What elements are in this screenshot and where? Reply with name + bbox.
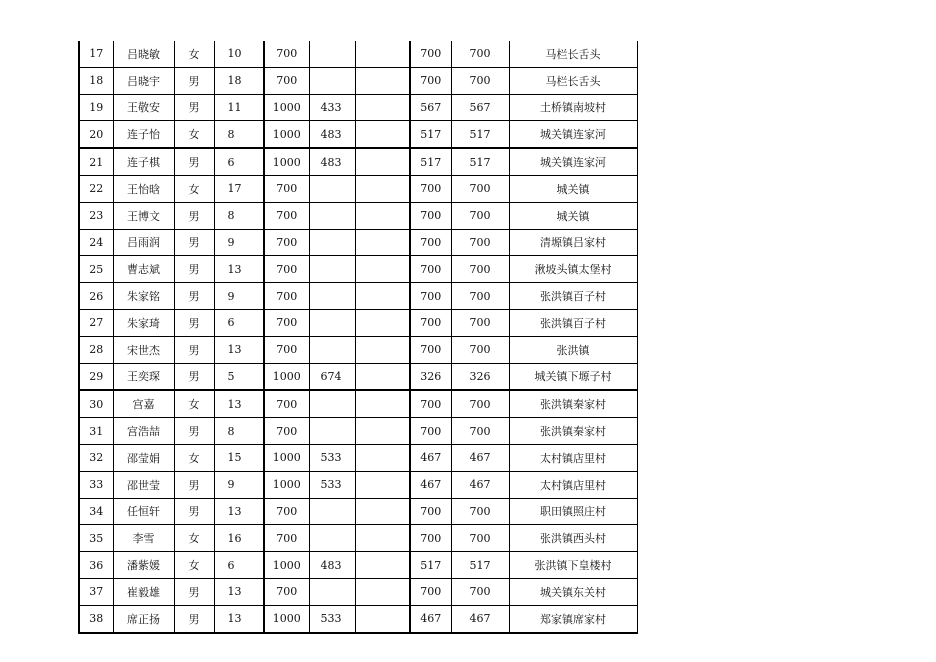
cell-gender[interactable]: 男: [174, 605, 214, 632]
cell-name[interactable]: 李雪: [113, 525, 174, 552]
cell-reduction[interactable]: [309, 283, 355, 310]
cell-number[interactable]: 18: [79, 67, 113, 94]
cell-gender[interactable]: 男: [174, 202, 214, 229]
cell-gender[interactable]: 男: [174, 309, 214, 336]
cell-reduction[interactable]: 533: [309, 605, 355, 632]
cell-gender[interactable]: 男: [174, 471, 214, 498]
cell-address[interactable]: 张洪镇秦家村: [509, 390, 637, 417]
cell-address[interactable]: 张洪镇下皇楼村: [509, 552, 637, 579]
cell-number[interactable]: 29: [79, 363, 113, 390]
cell-number[interactable]: 33: [79, 471, 113, 498]
cell-actual-fee[interactable]: 326: [410, 363, 451, 390]
cell-number[interactable]: 21: [79, 148, 113, 175]
cell-standard-fee[interactable]: 1000: [264, 444, 309, 471]
cell-blank[interactable]: [355, 363, 410, 390]
cell-address[interactable]: 张洪镇秦家村: [509, 418, 637, 445]
cell-paid-fee[interactable]: 700: [451, 283, 509, 310]
cell-age[interactable]: 13: [214, 390, 264, 417]
cell-age[interactable]: 13: [214, 578, 264, 605]
cell-paid-fee[interactable]: 700: [451, 336, 509, 363]
cell-reduction[interactable]: 674: [309, 363, 355, 390]
table-row: [79, 67, 637, 94]
cell-reduction[interactable]: [309, 67, 355, 94]
cell-age[interactable]: 13: [214, 256, 264, 283]
cell-actual-fee[interactable]: 467: [410, 444, 451, 471]
cell-age[interactable]: 6: [214, 309, 264, 336]
cell-number[interactable]: 24: [79, 229, 113, 256]
cell-gender[interactable]: 女: [174, 525, 214, 552]
cell-actual-fee[interactable]: 700: [410, 525, 451, 552]
cell-reduction[interactable]: [309, 525, 355, 552]
cell-standard-fee[interactable]: 1000: [264, 605, 309, 632]
cell-blank[interactable]: [355, 525, 410, 552]
table-row: [79, 471, 637, 498]
cell-standard-fee[interactable]: 700: [264, 578, 309, 605]
cell-paid-fee[interactable]: 700: [451, 67, 509, 94]
cell-reduction[interactable]: [309, 578, 355, 605]
table-row: [79, 309, 637, 336]
cell-gender[interactable]: 男: [174, 498, 214, 525]
cell-address[interactable]: 土桥镇南坡村: [509, 94, 637, 121]
table-row: [79, 336, 637, 363]
cell-name[interactable]: 王博文: [113, 202, 174, 229]
table-row: [79, 41, 637, 67]
cell-actual-fee[interactable]: 700: [410, 390, 451, 417]
table-row: [79, 256, 637, 283]
cell-name[interactable]: 吕晓敏: [113, 41, 174, 67]
cell-age[interactable]: 16: [214, 525, 264, 552]
cell-name[interactable]: 邵莹娟: [113, 444, 174, 471]
cell-standard-fee[interactable]: 1000: [264, 363, 309, 390]
cell-standard-fee[interactable]: 700: [264, 202, 309, 229]
cell-standard-fee[interactable]: 700: [264, 41, 309, 67]
cell-number[interactable]: 30: [79, 390, 113, 417]
cell-paid-fee[interactable]: 467: [451, 444, 509, 471]
cell-address[interactable]: 马栏长舌头: [509, 41, 637, 67]
cell-age[interactable]: 15: [214, 444, 264, 471]
cell-standard-fee[interactable]: 1000: [264, 552, 309, 579]
cell-age[interactable]: 8: [214, 418, 264, 445]
cell-gender[interactable]: 女: [174, 444, 214, 471]
cell-blank[interactable]: [355, 552, 410, 579]
cell-gender[interactable]: 男: [174, 94, 214, 121]
cell-standard-fee[interactable]: 700: [264, 67, 309, 94]
cell-actual-fee[interactable]: 700: [410, 202, 451, 229]
cell-address[interactable]: 城关镇连家河: [509, 121, 637, 148]
cell-reduction[interactable]: [309, 309, 355, 336]
cell-address[interactable]: 职田镇照庄村: [509, 498, 637, 525]
cell-paid-fee[interactable]: 700: [451, 309, 509, 336]
cell-paid-fee[interactable]: 700: [451, 418, 509, 445]
cell-number[interactable]: 34: [79, 498, 113, 525]
cell-paid-fee[interactable]: 467: [451, 605, 509, 632]
cell-actual-fee[interactable]: 700: [410, 418, 451, 445]
cell-blank[interactable]: [355, 418, 410, 445]
cell-blank[interactable]: [355, 390, 410, 417]
cell-paid-fee[interactable]: 700: [451, 175, 509, 202]
cell-address[interactable]: 郑家镇席家村: [509, 605, 637, 632]
cell-address[interactable]: 湫坡头镇太堡村: [509, 256, 637, 283]
cell-name[interactable]: 邵世莹: [113, 471, 174, 498]
cell-standard-fee[interactable]: 700: [264, 390, 309, 417]
cell-address[interactable]: 张洪镇: [509, 336, 637, 363]
cell-number[interactable]: 28: [79, 336, 113, 363]
cell-address[interactable]: 张洪镇百子村: [509, 283, 637, 310]
cell-name[interactable]: 吕雨润: [113, 229, 174, 256]
table-row: [79, 444, 637, 471]
cell-reduction[interactable]: [309, 41, 355, 67]
cell-standard-fee[interactable]: 700: [264, 525, 309, 552]
cell-standard-fee[interactable]: 1000: [264, 148, 309, 175]
cell-blank[interactable]: [355, 498, 410, 525]
cell-reduction[interactable]: [309, 390, 355, 417]
cell-paid-fee[interactable]: 700: [451, 525, 509, 552]
cell-name[interactable]: 连子棋: [113, 148, 174, 175]
cell-reduction[interactable]: [309, 175, 355, 202]
cell-gender[interactable]: 男: [174, 336, 214, 363]
cell-name[interactable]: 王奕琛: [113, 363, 174, 390]
cell-gender[interactable]: 男: [174, 148, 214, 175]
cell-reduction[interactable]: 433: [309, 94, 355, 121]
cell-actual-fee[interactable]: 517: [410, 121, 451, 148]
cell-name[interactable]: 席正扬: [113, 605, 174, 632]
cell-standard-fee[interactable]: 700: [264, 498, 309, 525]
cell-age[interactable]: 11: [214, 94, 264, 121]
cell-paid-fee[interactable]: 517: [451, 148, 509, 175]
cell-actual-fee[interactable]: 467: [410, 471, 451, 498]
cell-gender[interactable]: 女: [174, 41, 214, 67]
cell-age[interactable]: 13: [214, 605, 264, 632]
cell-actual-fee[interactable]: 567: [410, 94, 451, 121]
table-row: [79, 390, 637, 417]
cell-name[interactable]: 任恒轩: [113, 498, 174, 525]
cell-reduction[interactable]: [309, 202, 355, 229]
cell-name[interactable]: 朱家琦: [113, 309, 174, 336]
cell-standard-fee[interactable]: 700: [264, 418, 309, 445]
cell-address[interactable]: 太村镇店里村: [509, 471, 637, 498]
cell-address[interactable]: 太村镇店里村: [509, 444, 637, 471]
cell-name[interactable]: 连子怡: [113, 121, 174, 148]
cell-name[interactable]: 朱家铭: [113, 283, 174, 310]
cell-paid-fee[interactable]: 517: [451, 552, 509, 579]
student-fee-table: [78, 41, 638, 634]
table-row: [79, 148, 637, 175]
cell-reduction[interactable]: [309, 418, 355, 445]
cell-standard-fee[interactable]: 700: [264, 283, 309, 310]
cell-standard-fee[interactable]: 1000: [264, 471, 309, 498]
table-row: [79, 121, 637, 148]
cell-gender[interactable]: 男: [174, 578, 214, 605]
cell-actual-fee[interactable]: 517: [410, 148, 451, 175]
cell-actual-fee[interactable]: 700: [410, 578, 451, 605]
cell-reduction[interactable]: 483: [309, 148, 355, 175]
table-row: [79, 175, 637, 202]
table-body: [79, 41, 637, 633]
cell-blank[interactable]: [355, 121, 410, 148]
cell-blank[interactable]: [355, 309, 410, 336]
cell-blank[interactable]: [355, 67, 410, 94]
cell-address[interactable]: 城关镇东关村: [509, 578, 637, 605]
cell-paid-fee[interactable]: 700: [451, 229, 509, 256]
cell-standard-fee[interactable]: 1000: [264, 94, 309, 121]
cell-number[interactable]: 26: [79, 283, 113, 310]
cell-actual-fee[interactable]: 700: [410, 256, 451, 283]
cell-age[interactable]: 13: [214, 336, 264, 363]
cell-age[interactable]: 9: [214, 471, 264, 498]
cell-gender[interactable]: 女: [174, 175, 214, 202]
cell-age[interactable]: 18: [214, 67, 264, 94]
cell-standard-fee[interactable]: 700: [264, 229, 309, 256]
cell-gender[interactable]: 男: [174, 363, 214, 390]
cell-blank[interactable]: [355, 336, 410, 363]
cell-paid-fee[interactable]: 700: [451, 202, 509, 229]
cell-address[interactable]: 城关镇: [509, 175, 637, 202]
cell-address[interactable]: 清塬镇吕家村: [509, 229, 637, 256]
cell-gender[interactable]: 女: [174, 121, 214, 148]
cell-number[interactable]: 31: [79, 418, 113, 445]
cell-gender[interactable]: 男: [174, 67, 214, 94]
cell-name[interactable]: 宋世杰: [113, 336, 174, 363]
cell-blank[interactable]: [355, 94, 410, 121]
cell-blank[interactable]: [355, 148, 410, 175]
cell-gender[interactable]: 女: [174, 552, 214, 579]
cell-address[interactable]: 城关镇下塬子村: [509, 363, 637, 390]
cell-actual-fee[interactable]: 700: [410, 283, 451, 310]
cell-number[interactable]: 19: [79, 94, 113, 121]
cell-age[interactable]: 9: [214, 283, 264, 310]
cell-age[interactable]: 10: [214, 41, 264, 67]
table-row: [79, 283, 637, 310]
cell-reduction[interactable]: 483: [309, 121, 355, 148]
cell-paid-fee[interactable]: 700: [451, 578, 509, 605]
cell-gender[interactable]: 男: [174, 418, 214, 445]
cell-blank[interactable]: [355, 256, 410, 283]
cell-address[interactable]: 城关镇连家河: [509, 148, 637, 175]
cell-paid-fee[interactable]: 517: [451, 121, 509, 148]
cell-age[interactable]: 8: [214, 202, 264, 229]
cell-address[interactable]: 马栏长舌头: [509, 67, 637, 94]
cell-blank[interactable]: [355, 202, 410, 229]
table-row: [79, 202, 637, 229]
cell-name[interactable]: 宫浩喆: [113, 418, 174, 445]
cell-blank[interactable]: [355, 471, 410, 498]
cell-name[interactable]: 吕晓宇: [113, 67, 174, 94]
cell-age[interactable]: 17: [214, 175, 264, 202]
cell-age[interactable]: 9: [214, 229, 264, 256]
cell-actual-fee[interactable]: 700: [410, 309, 451, 336]
cell-name[interactable]: 曹志斌: [113, 256, 174, 283]
cell-number[interactable]: 20: [79, 121, 113, 148]
cell-age[interactable]: 8: [214, 121, 264, 148]
cell-gender[interactable]: 男: [174, 283, 214, 310]
cell-standard-fee[interactable]: 700: [264, 309, 309, 336]
table-row: [79, 418, 637, 445]
cell-reduction[interactable]: 483: [309, 552, 355, 579]
table-row: [79, 605, 637, 632]
cell-actual-fee[interactable]: 700: [410, 67, 451, 94]
cell-paid-fee[interactable]: 700: [451, 498, 509, 525]
cell-paid-fee[interactable]: 700: [451, 256, 509, 283]
cell-number[interactable]: 25: [79, 256, 113, 283]
cell-actual-fee[interactable]: 700: [410, 175, 451, 202]
cell-blank[interactable]: [355, 578, 410, 605]
table-row: [79, 578, 637, 605]
cell-number[interactable]: 32: [79, 444, 113, 471]
cell-number[interactable]: 36: [79, 552, 113, 579]
cell-paid-fee[interactable]: 567: [451, 94, 509, 121]
cell-age[interactable]: 5: [214, 363, 264, 390]
cell-age[interactable]: 13: [214, 498, 264, 525]
table-row: [79, 363, 637, 390]
cell-standard-fee[interactable]: 700: [264, 175, 309, 202]
cell-reduction[interactable]: 533: [309, 444, 355, 471]
table-row: [79, 498, 637, 525]
cell-blank[interactable]: [355, 229, 410, 256]
cell-number[interactable]: 38: [79, 605, 113, 632]
cell-name[interactable]: 潘紫媛: [113, 552, 174, 579]
cell-blank[interactable]: [355, 444, 410, 471]
cell-actual-fee[interactable]: 700: [410, 336, 451, 363]
cell-number[interactable]: 35: [79, 525, 113, 552]
cell-address[interactable]: 城关镇: [509, 202, 637, 229]
cell-actual-fee[interactable]: 467: [410, 605, 451, 632]
cell-reduction[interactable]: [309, 498, 355, 525]
cell-paid-fee[interactable]: 467: [451, 471, 509, 498]
cell-gender[interactable]: 男: [174, 229, 214, 256]
cell-name[interactable]: 崔毅雄: [113, 578, 174, 605]
cell-gender[interactable]: 男: [174, 256, 214, 283]
cell-gender[interactable]: 女: [174, 390, 214, 417]
cell-name[interactable]: 王怡晗: [113, 175, 174, 202]
cell-blank[interactable]: [355, 283, 410, 310]
cell-name[interactable]: 王敬安: [113, 94, 174, 121]
cell-number[interactable]: 37: [79, 578, 113, 605]
cell-paid-fee[interactable]: 326: [451, 363, 509, 390]
cell-reduction[interactable]: [309, 229, 355, 256]
table-row: [79, 94, 637, 121]
table-row: [79, 552, 637, 579]
cell-actual-fee[interactable]: 700: [410, 41, 451, 67]
cell-number[interactable]: 27: [79, 309, 113, 336]
cell-number[interactable]: 22: [79, 175, 113, 202]
cell-paid-fee[interactable]: 700: [451, 41, 509, 67]
cell-paid-fee[interactable]: 700: [451, 390, 509, 417]
cell-reduction[interactable]: [309, 256, 355, 283]
cell-reduction[interactable]: [309, 336, 355, 363]
cell-blank[interactable]: [355, 41, 410, 67]
cell-actual-fee[interactable]: 700: [410, 229, 451, 256]
cell-standard-fee[interactable]: 700: [264, 336, 309, 363]
cell-age[interactable]: 6: [214, 148, 264, 175]
cell-standard-fee[interactable]: 1000: [264, 121, 309, 148]
cell-address[interactable]: 张洪镇西头村: [509, 525, 637, 552]
cell-number[interactable]: 17: [79, 41, 113, 67]
cell-actual-fee[interactable]: 700: [410, 498, 451, 525]
cell-actual-fee[interactable]: 517: [410, 552, 451, 579]
cell-address[interactable]: 张洪镇百子村: [509, 309, 637, 336]
cell-number[interactable]: 23: [79, 202, 113, 229]
table-row: [79, 525, 637, 552]
cell-blank[interactable]: [355, 175, 410, 202]
cell-name[interactable]: 宫嘉: [113, 390, 174, 417]
cell-standard-fee[interactable]: 700: [264, 256, 309, 283]
cell-reduction[interactable]: 533: [309, 471, 355, 498]
table-row: [79, 229, 637, 256]
cell-blank[interactable]: [355, 605, 410, 632]
cell-age[interactable]: 6: [214, 552, 264, 579]
